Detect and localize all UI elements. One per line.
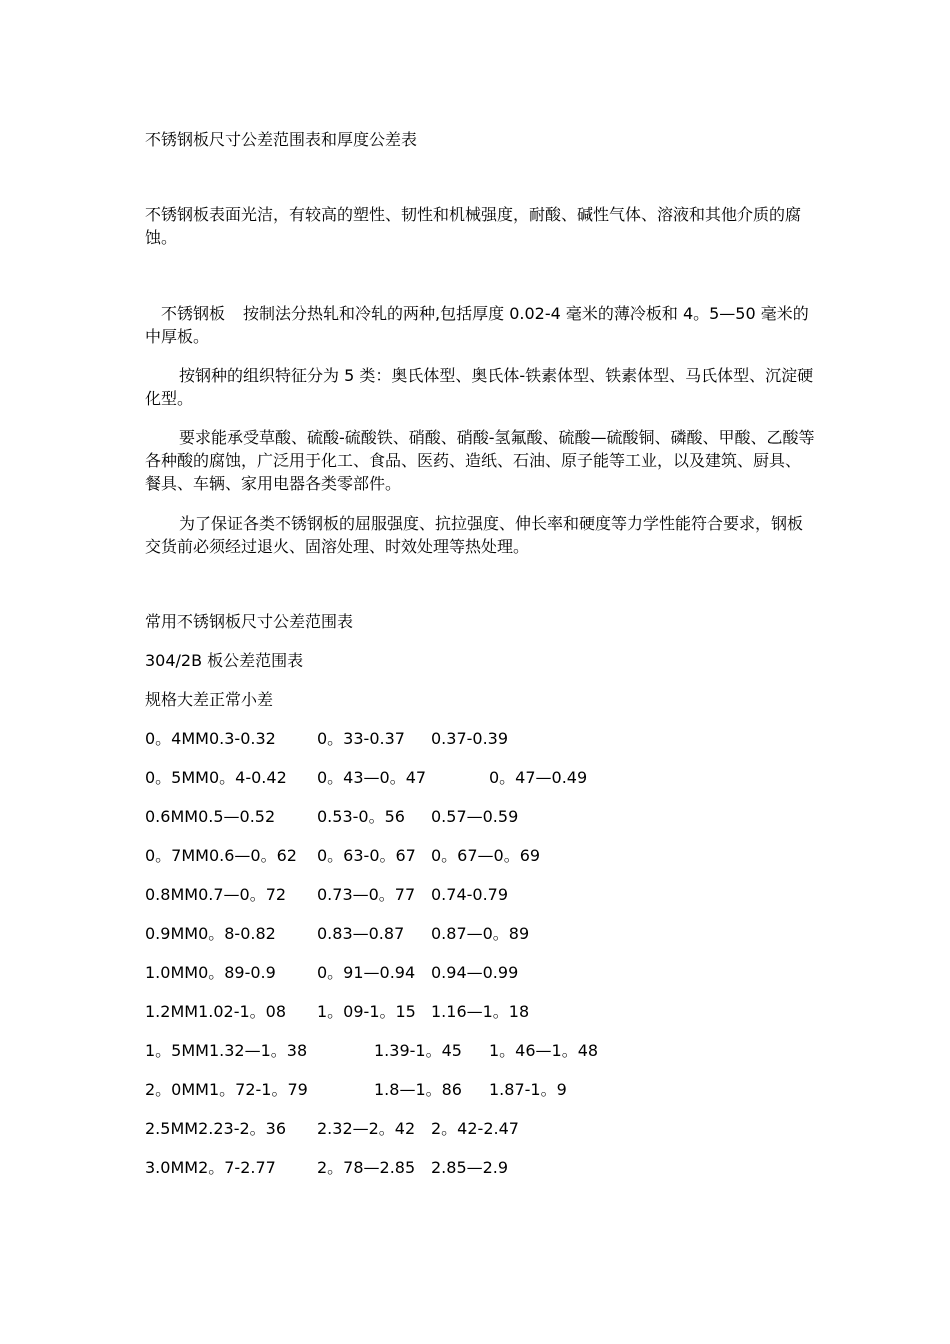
small-cell: 1.16—1。18 [431,1002,530,1021]
normal-cell: 0.83—0.87 [317,924,405,943]
small-cell: 0。67—0。69 [431,846,541,865]
small-cell: 1。46—1。48 [489,1041,599,1060]
small-cell: 0.57—0.59 [431,807,519,826]
spec-large-cell: 2。0MM1。72-1。79 [145,1080,308,1099]
spec-large-cell: 0。7MM0.6—0。62 [145,846,297,865]
spec-large-cell: 0。5MM0。4-0.42 [145,768,287,787]
small-cell: 0.74-0.79 [431,885,509,904]
normal-cell: 0.53-0。56 [317,807,405,826]
section-title: 常用不锈钢板尺寸公差范围表 [145,612,354,631]
small-cell: 0。47—0.49 [489,768,588,787]
normal-cell: 2。78—2.85 [317,1158,416,1177]
spec-large-cell: 1。5MM1.32—1。38 [145,1041,308,1060]
types-paragraph: 按钢种的组织特征分为 5 类：奥氏体型、奥氏体-铁素体型、铁素体型、马氏体型、沉淀硬化型。 [145,366,814,408]
spec-large-cell: 0。4MM0.3-0.32 [145,729,276,748]
normal-cell: 0。43—0。47 [317,768,427,787]
document-title: 不锈钢板尺寸公差范围表和厚度公差表 [145,130,418,149]
normal-cell: 0.73—0。77 [317,885,416,904]
heat-treatment-paragraph: 为了保证各类不锈钢板的屈服强度、抗拉强度、伸长率和硬度等力学性能符合要求，钢板交货前必须经过退火、固溶处理、时效处理等热处理。 [145,514,804,556]
spec-large-cell: 0.8MM0.7—0。72 [145,885,287,904]
spec-large-cell: 0.9MM0。8-0.82 [145,924,276,943]
small-cell: 2。42-2.47 [431,1119,519,1138]
small-cell: 2.85—2.9 [431,1158,509,1177]
normal-cell: 1.8—1。86 [374,1080,462,1099]
normal-cell: 2.32—2。42 [317,1119,416,1138]
method-paragraph [145,302,815,348]
small-cell: 0.37-0.39 [431,729,509,748]
small-cell: 0.87—0。89 [431,924,530,943]
table-subtitle: 304/2B 板公差范围表 [145,651,304,670]
spec-large-cell: 3.0MM2。7-2.77 [145,1158,276,1177]
normal-cell: 0。63-0。67 [317,846,416,865]
spec-large-cell: 2.5MM2.23-2。36 [145,1119,287,1138]
normal-cell: 1。09-1。15 [317,1002,416,1021]
normal-cell: 0。91—0.94 [317,963,416,982]
uses-paragraph: 要求能承受草酸、硫酸-硫酸铁、硝酸、硝酸-氢氟酸、硫酸—硫酸铜、磷酸、甲酸、乙酸等各种酸的腐蚀，广泛用于化工、食品、医药、造纸、石油、原子能等工业，以及建筑、厨具、餐具、车辆、家用电器各类零部件。 [145,428,815,493]
spec-large-cell: 1.0MM0。89-0.9 [145,963,276,982]
normal-cell: 1.39-1。45 [374,1041,462,1060]
spec-large-cell: 1.2MM1.02-1。08 [145,1002,287,1021]
small-cell: 0.94—0.99 [431,963,519,982]
method-text: 按制法分热轧和冷轧的两种,包括厚度 0.02-4 毫米的薄冷板和 4。5—50 毫米的中厚板。 [145,304,809,346]
table-header: 规格大差正常小差 [145,690,274,709]
method-lead: 不锈钢板 [161,304,226,323]
spec-large-cell: 0.6MM0.5—0.52 [145,807,276,826]
small-cell: 1.87-1。9 [489,1080,567,1099]
normal-cell: 0。33-0.37 [317,729,405,748]
intro-paragraph: 不锈钢板表面光洁，有较高的塑性、韧性和机械强度，耐酸、碱性气体、溶液和其他介质的腐蚀。 [145,205,802,247]
